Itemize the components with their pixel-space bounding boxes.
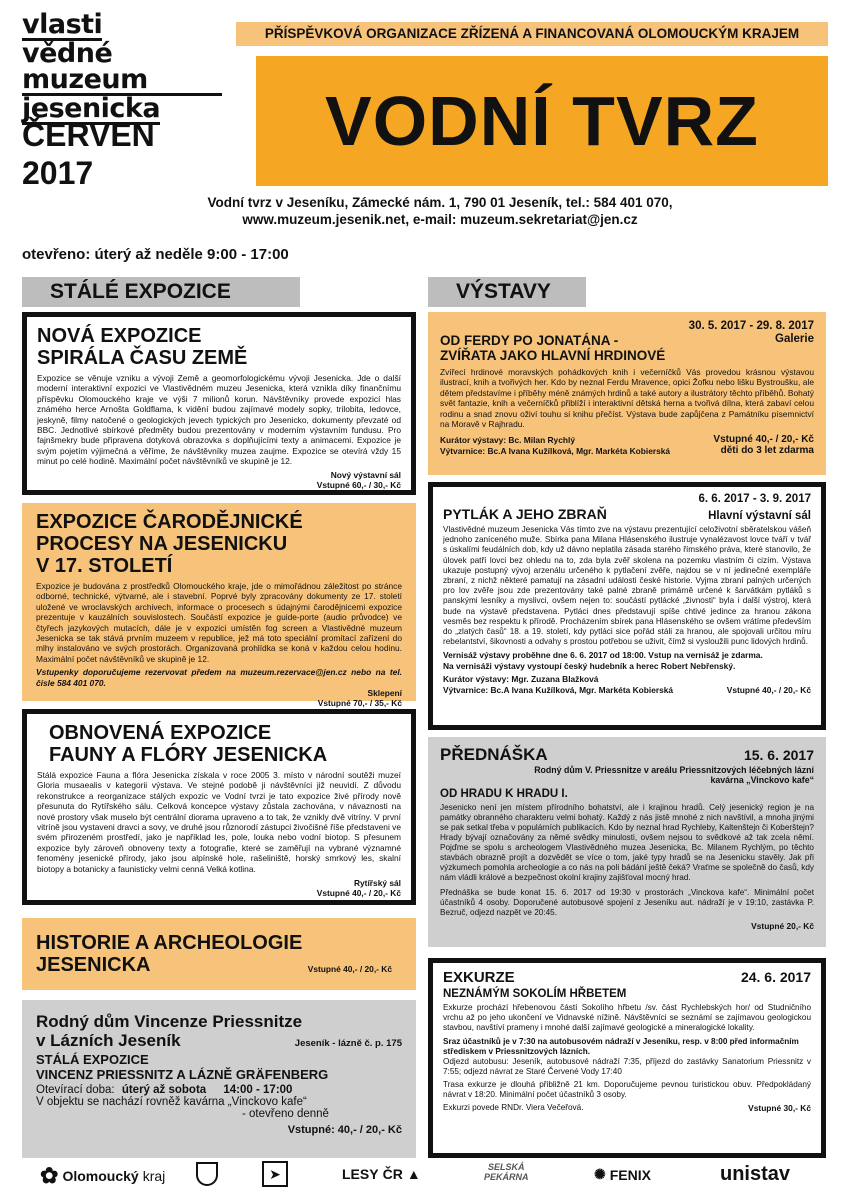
- pytlak-vernisaz-1: Vernisáž výstavy proběhne dne 6. 6. 2017 od 18:00. Vstup na vernisáž je zdarma.: [443, 650, 763, 661]
- ferda-designers: Výtvarnice: Bc.A Ivana Kužílková, Mgr. Markéta Kobierská: [440, 445, 671, 456]
- fenix-logo: [594, 1166, 651, 1183]
- priessnitz-cafe-1: V objektu se nachází rovněž kavárna „Vinckovo kafe“: [36, 1096, 307, 1108]
- pytlak-dates: 6. 6. 2017 - 3. 9. 2017: [698, 493, 811, 505]
- ferda-title-2: ZVÍŘATA JAKO HLAVNÍ HRDINOVÉ: [440, 348, 666, 363]
- title-banner: [256, 56, 828, 186]
- priessnitz-sub-1: STÁLÁ EXPOZICE: [36, 1052, 149, 1067]
- fauna-price: Vstupné 40,- / 20,- Kč: [316, 888, 401, 899]
- pytlak-designers: Výtvarnice: Bc.A Ivana Kužílková, Mgr. Markéta Kobierská: [443, 684, 674, 695]
- priessnitz-title-2: v Lázních Jeseník: [36, 1031, 181, 1050]
- fauna-place: Rytířský sál: [353, 878, 401, 889]
- exkurze-title: EXKURZE: [443, 969, 515, 986]
- pekarna-label: PEKÁRNA: [484, 1172, 529, 1182]
- address-line-1: Vodní tvrz v Jeseníku, Zámecké nám. 1, 790 01 Jeseník, tel.: 584 401 070,: [207, 195, 673, 210]
- unistav-logo: [720, 1163, 790, 1186]
- olomoucky-kraj-logo: [40, 1163, 165, 1189]
- prednaska-info: Přednáška se bude konat 15. 6. 2017 od 19:30 v prostorách „Vinckova kafe“. Minimální počet účastníků 4 osoby. Doporučené autobusové spojení z Jeseníku aut. nádraží je v 19:10, zastávka P. Bezruč, odjezd nazpět ve 20:45.: [440, 887, 814, 917]
- fauna-title-2: FAUNY A FLÓRY JESENICKA: [49, 744, 328, 766]
- prednaska-title: PŘEDNÁŠKA: [440, 745, 548, 764]
- nova-text: Expozice se věnuje vzniku a vývoji Země a geomorfologickému vývoji Jesenicka. Jde o další moderní interaktivní expozici ve Vlastivědném muzeu Jesenicka, která vznikla díky finančnímu příspěvku Olomouckého kraje ve výši 7 milionů korun. Návštěvníky provede expozicí hlas známého herce Arnošta Goldflama, k vidění budou zajímavé modely sopky, trilobita, ledovce, jeskyně, filmy natočené o geologických jevech typických pro Jesenicko, dokumenty převzaté od BBC. Jednotlivé sbírkové předměty budou prezentovány v moderním výstavním fundusu. Pro fajnšmekry bude připravena dotyková obrazovka s doplňujícími texty a animacemi. Expozice je svým pojetím výjimečná a věříme, že návštěvníky muzea zaujme. Expozice se otevírá vždy 15 minut po celé hodině. Maximální počet návštěvníků ve skupině je 12.: [37, 373, 401, 467]
- exkurze-text: Exkurze prochází hřebenovou částí Sokolího hřbetu /sv. část Rychlebských hor/ od Studničního vrchu až po jeho ukončení ve Vidnavské nížině. Návštěvníci se seznámí se zajímavou geologickou stavbou, navštíví prameny i mnohé další zajímavé geologické a mineralogické lokality.: [443, 1003, 811, 1032]
- exkurze-box: [428, 958, 826, 1158]
- exkurze-meet: Sraz účastníků je v 7:30 na autobusovém nádraží v Jeseníku, resp. v 8:00 před informačním střediskem v Priessnitzových lázních.: [443, 1037, 799, 1056]
- tree-icon: ▲: [406, 1166, 421, 1182]
- exkurze-guide: Exkurzi povede RNDr. Viera Večeřová.: [443, 1103, 584, 1112]
- pytlak-vernisaz-2: Na vernisáži výstavy vystoupí český hudebník a herec Robert Nebřenský.: [443, 660, 736, 671]
- exkurze-subtitle: NEZNÁMÝM SOKOLÍM HŘBETEM: [443, 988, 627, 1000]
- sponsor-logo: ➤: [262, 1161, 288, 1187]
- cr-label: ČR: [382, 1166, 403, 1182]
- opening-hours: otevřeno: úterý až neděle 9:00 - 17:00: [22, 246, 289, 263]
- historie-price: Vstupné 40,- / 20,- Kč: [307, 964, 392, 974]
- fauna-text: Stálá expozice Fauna a flóra Jesenicka získala v roce 2005 3. místo v národní soutěži muzeí Gloria musaealis v kategorii výstava. Ve stejné podobě ji návštěvníci již neuvidí. Z důvodu rekonstrukce a reorganizace stálých expozic ve Vodní tvrzi je tato expozice živé přírody nově přesunuta do Rytířského sálu. Celková koncepce výstavy zůstala zachována, v návaznosti na nové prostory však muselo být centrální diorama upraveno a to tak, že vznikly dvě vitríny. V první vitríně jsou vystaveni dravci a sovy, ve druhé jsou různorodí zástupci živočišné říše představeni ve svém přirozeném prostředí, jako je například les, pole, louka nebo vodní biotop. S přesunem expozice byly zároveň obnoveny texty a fotografie, které se zaměřují na vybrané významné fenomény jesenické přírody, jako jsou alpínské hole, rašeliniště, horský smrkový les, skalní biotopy a botanicky a faunisticky velmi cenná Velká kotlina.: [37, 770, 401, 874]
- priessnitz-price: Vstupné: 40,- / 20,- Kč: [287, 1124, 402, 1136]
- carod-note: Vstupenky doporučujeme rezervovat předem na muzeum.rezervace@jen.cz nebo na tel. čísle 584 401 070.: [36, 667, 402, 688]
- priessnitz-box: [22, 1000, 416, 1158]
- pytlak-place: Hlavní výstavní sál: [708, 510, 811, 522]
- historie-title-1: HISTORIE A ARCHEOLOGIE: [36, 932, 303, 954]
- olomoucky-label: Olomoucký: [62, 1168, 139, 1184]
- carod-title-3: V 17. STOLETÍ: [36, 555, 173, 577]
- sun-icon: ✺: [594, 1166, 606, 1182]
- exkurze-price: Vstupné 30,- Kč: [748, 1103, 811, 1113]
- museum-logo: [22, 9, 222, 125]
- historie-title-2: JESENICKA: [36, 954, 151, 976]
- prednaska-venue-1: Rodný dům V. Priessnitze v areálu Priessnitzových léčebných lázní: [534, 765, 814, 775]
- carodejnicke-box: [22, 503, 416, 709]
- pytlak-box: [428, 482, 826, 730]
- carod-price: Vstupné 70,- / 35,- Kč: [317, 698, 402, 709]
- pytlak-title: PYTLÁK A JEHO ZBRAŇ: [443, 506, 607, 522]
- priessnitz-open-time: 14:00 - 17:00: [223, 1084, 293, 1096]
- organization-banner: PŘÍSPĚVKOVÁ ORGANIZACE ZŘÍZENÁ A FINANCOVANÁ OLOMOUCKÝM KRAJEM: [236, 22, 828, 46]
- prednaska-text: Jesenicko není jen místem přírodního bohatství, ale i krajinou hradů. Celý jesenický region je na památky obranného charakteru velmi bohatý. Každý z nás jistě mnohé z nich navštívil, a mnoha jinými se pak setkal třeba v populárních publikacích. Kdo by neznal hrad Rychleby, Kaltenštejn či Koberštejn? Hrady bývají označovány za němé svědky minulosti, ovšem nejsou to svědkové až tak zcela němí. Pojďme se spolu s archeologem Vlastivědného muzea Jesenicka, Bc. Milanem Rychlým, po těchto stavbách obrazně projít a dozvědět se více o tom, jaké typy hradů se na Jesenicku stavěly. Jak při výzkumech pomohla archeologie a co nás na poli bádání ještě čeká? Vraťme se společně do časů, kdy nám vládli králové a bezpečnost okolní krajiny zajišťoval mocný hrad.: [440, 802, 814, 883]
- nova-price: Vstupné 60,- / 30,- Kč: [316, 480, 401, 491]
- priessnitz-open-label: Otevírací doba:: [36, 1084, 115, 1096]
- ferda-kids: děti do 3 let zdarma: [720, 444, 814, 456]
- section-header-exhibitions: VÝSTAVY: [428, 277, 586, 307]
- priessnitz-title-1: Rodný dům Vincenze Priessnitze: [36, 1012, 303, 1031]
- fenix-label: FENIX: [609, 1166, 651, 1183]
- prednaska-date: 15. 6. 2017: [743, 747, 814, 763]
- priessnitz-cafe-2: - otevřeno denně: [242, 1108, 329, 1120]
- nova-expozice-box: [22, 312, 416, 495]
- fauna-title-1: OBNOVENÁ EXPOZICE: [49, 722, 272, 744]
- ferda-curator: Kurátor výstavy: Bc. Milan Rychlý: [440, 435, 575, 446]
- unistav-label: unistav: [720, 1163, 791, 1185]
- carod-title-2: PROCESY NA JESENICKU: [36, 533, 288, 555]
- pytlak-curator: Kurátor výstavy: Mgr. Zuzana Blažková: [443, 674, 599, 685]
- selska-label: SELSKÁ: [488, 1162, 525, 1172]
- flower-icon: ✿: [40, 1163, 59, 1188]
- pytlak-price: Vstupné 40,- / 20,- Kč: [726, 684, 811, 695]
- section-header-permanent: STÁLÉ EXPOZICE: [22, 277, 300, 307]
- prednaska-box: [428, 737, 826, 947]
- lesy-label: LESY: [342, 1166, 379, 1182]
- nova-title-1: NOVÁ EXPOZICE: [37, 325, 202, 347]
- exkurze-date: 24. 6. 2017: [740, 969, 811, 985]
- month: ČERVEN: [22, 117, 155, 153]
- fauna-box: [22, 709, 416, 905]
- pytlak-text: Vlastivědné muzeum Jesenicka Vás tímto zve na výstavu prezentující celoživotní sběratelskou vášeň jednoho zaníceného muže. Sbírka pana Milana Hlásenského ilustruje vynalézavost lovce tváří v tvář s úskalími feudálních dob, kdy už dávno neplatila zásada starého římského práva, které stanovilo, že úlovek patří lovci bez ohledu na to, zda byla zvěř skolena na pozemku vlastním či cizím. Výstava ukazuje postupný vývoj arzenálu určeného k pytlačení zvěře, najdou se v ní jedinečné exempláře zbraní, z nichž některé pamatují na zásadní události české historie. Vyjma zbraní palných určených pro lov zvěře jsou zde prezentovány také palné zbraně primárně určené k šarvátkám pytláků s panskými lesníky a myslivci, ovšem nejen to: součástí pytlácké „živnosti“ byla i další výstroj, která bude na výstavě představena. Pytláci dnes představují spíše chtivé jedince za hranou zákona vesměs bez respektu k přírodě. Procházením sbírek pana Hlásenského se ovšem vrátíme především do „zlatých časů“ 18. a 19. století, kdy pytláci sice pořád stáli za hranou, ale spojovali určitou míru rebelantství, šikovnosti a odvahy s prostou potřebou se uživit, čímž si vysloužili punc lidových hrdinů.: [443, 525, 811, 647]
- address: [140, 194, 740, 228]
- ferda-dates: 30. 5. 2017 - 29. 8. 2017: [688, 320, 814, 332]
- page-title: VODNÍ TVRZ: [325, 82, 759, 160]
- nova-place: Nový výstavní sál: [330, 469, 401, 480]
- priessnitz-sub-2: VINCENZ PRIESSNITZ A LÁZNĚ GRÄFENBERG: [36, 1067, 329, 1082]
- prednaska-subtitle: OD HRADU K HRADU I.: [440, 787, 568, 800]
- historie-box: [22, 918, 416, 990]
- nova-title-2: SPIRÁLA ČASU ZEMĚ: [37, 347, 248, 369]
- ferda-place: Galerie: [775, 333, 814, 345]
- priessnitz-open-days: úterý až sobota: [121, 1084, 207, 1096]
- carod-place: Sklepení: [367, 688, 402, 699]
- logo-line-2: vědné muzeum: [22, 41, 222, 96]
- year: 2017: [22, 155, 94, 191]
- ferda-price: Vstupné 40,- / 20,- Kč: [713, 434, 814, 446]
- priessnitz-address: Jeseník - lázně č. p. 175: [294, 1038, 402, 1049]
- selska-pekarna-logo: [484, 1162, 529, 1182]
- prednaska-price: Vstupné 20,- Kč: [751, 920, 814, 931]
- kraj-label: kraj: [142, 1168, 166, 1184]
- exkurze-bus: Odjezd autobusu: Jeseník, autobusové nádraží 7:35, příjezd do zastávky Sanatorium Priessnitz v 7:55; odjezd návrat ze Staré Červené Vody 17:40: [443, 1057, 811, 1076]
- ferda-box: [428, 312, 826, 475]
- logo-line-3: jesenicka: [22, 93, 161, 124]
- carod-text: Expozice je budována z prostředků Olomouckého kraje, jde o mimořádnou záležitost po stránce odborné, technické, výtvarné, ale i stavební. Poprvé byly zpracovány dokumenty ze 17. století uložené ve wroclavských archivech, informace o procesech s údajnými čarodějnicemi expozice prezentuje v kauzálních souvislostech. Součástí expozice je guide-porte (audio průvodce) ve čtyřech jazykových mutacích, dále je v expozici umístěn fog screen a Vlastivědné muzeum Jesenicka se tak stává prvním muzeem v republice, jež má toto speciální promítací zařízení do mlhy instalováno ve svých prostorách. Organizovaná prohlídka se koná v každou celou hodinu. Maximální počet návštěvníků ve skupině je 12.: [36, 581, 402, 664]
- prednaska-venue-2: kavárna „Vinckovo kafe“: [710, 775, 814, 786]
- carod-title-1: EXPOZICE ČARODĚJNICKÉ: [36, 511, 303, 533]
- lesy-cr-logo: [342, 1166, 421, 1182]
- logo-line-1: vlasti: [22, 9, 103, 40]
- coat-of-arms-logo: [196, 1162, 218, 1186]
- ferda-title-1: OD FERDY PO JONATÁNA -: [440, 333, 619, 348]
- address-line-2: www.muzeum.jesenik.net, e-mail: muzeum.sekretariat@jen.cz: [242, 212, 638, 227]
- ferda-text: Zvířecí hrdinové moravských pohádkových knih i večerníčků Vás provedou krásnou výstavou ilustrací, knih a tvořivých her. Kdo by neznal Ferdu Mravence, opici Žofku nebo lišku Bystroušku, ale dětem představíme i příběhy méně známých hrdinů a také autory a ilustrátory těchto příběhů. Bohatý svět fantazie, knih a večerníčků přiblíží i interaktivní dětská herna a tvořivá dílna, která zabaví celou rodinu a snad znovu oživí touhu si knihu přečíst. Výstava bude zapůjčena z Památníku písemnictví na Moravě v Rajhradu.: [440, 367, 814, 430]
- exkurze-info: Trasa exkurze je dlouhá přibližně 21 km. Doporučujeme pevnou turistickou obuv. Předpokládaný návrat v 18:20. Minimální počet účastníků 3 osoby.: [443, 1080, 811, 1099]
